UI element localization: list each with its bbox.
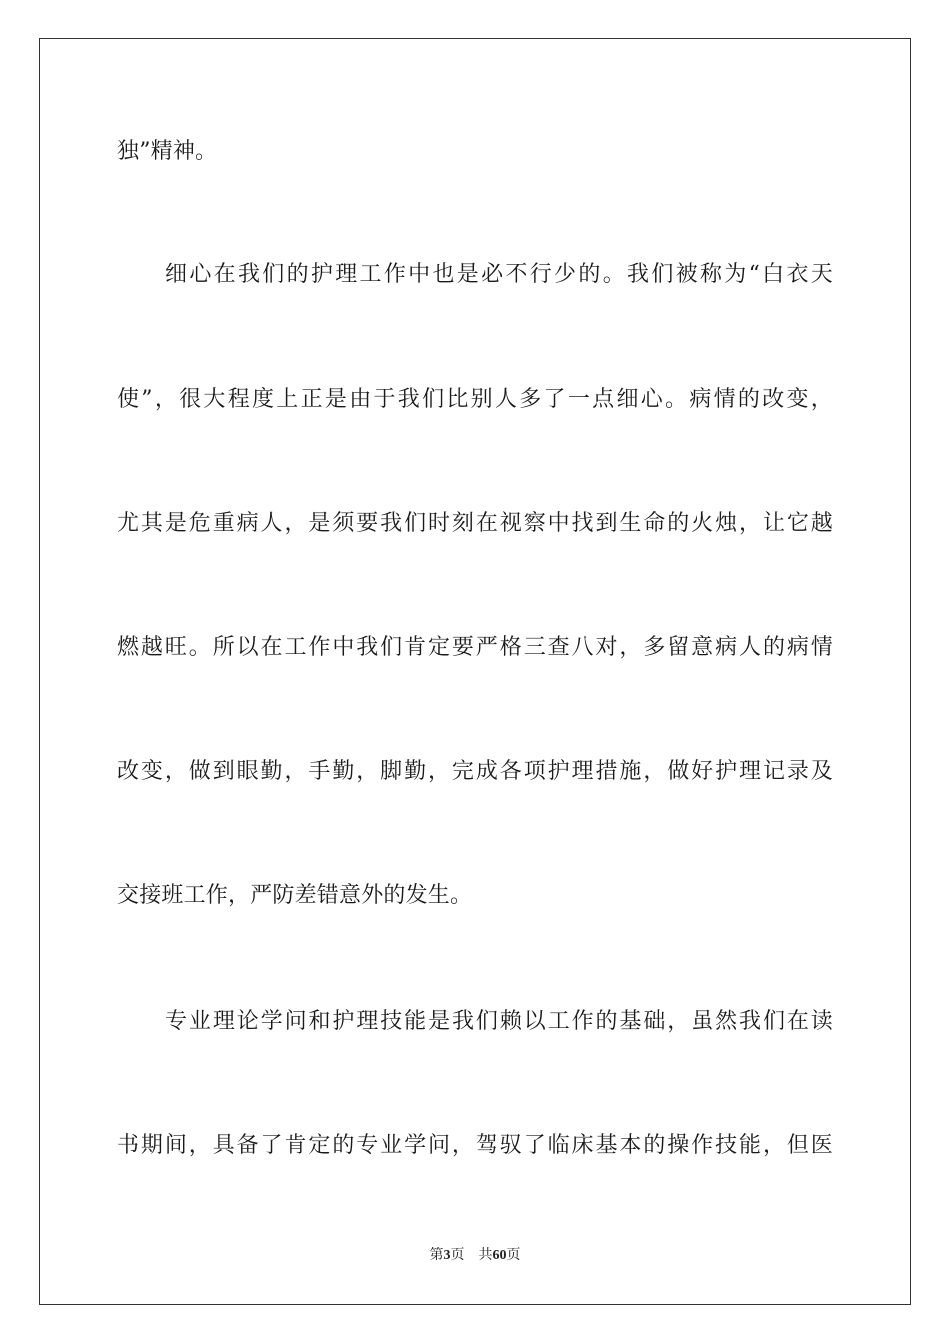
text-line: 细心在我们的护理工作中也是必不行少的。我们被称为“白衣天 bbox=[165, 262, 833, 287]
text-line: 尤其是危重病人，是须要我们时刻在视察中找到生命的火烛，让它越 bbox=[117, 511, 833, 536]
text-line: 独”精神。 bbox=[117, 139, 218, 164]
page-number: 3 bbox=[443, 1248, 451, 1263]
total-label-prefix: 共 bbox=[478, 1248, 493, 1263]
text-line: 书期间，具备了肯定的专业学问，驾驭了临床基本的操作技能，但医 bbox=[117, 1133, 833, 1158]
total-pages: 60 bbox=[492, 1248, 507, 1263]
page-label-prefix: 第 bbox=[429, 1248, 444, 1263]
text-line: 燃越旺。所以在工作中我们肯定要严格三查八对，多留意病人的病情 bbox=[117, 635, 833, 660]
page-label-suffix: 页 bbox=[450, 1248, 465, 1263]
text-line: 交接班工作，严防差错意外的发生。 bbox=[117, 883, 473, 908]
page-border bbox=[39, 38, 911, 1305]
text-line: 使”，很大程度上正是由于我们比别人多了一点细心。病情的改变， bbox=[117, 387, 833, 412]
text-line: 专业理论学问和护理技能是我们赖以工作的基础，虽然我们在读 bbox=[165, 1009, 833, 1034]
text-line: 改变，做到眼勤，手勤，脚勤，完成各项护理措施，做好护理记录及 bbox=[117, 759, 833, 784]
total-label-suffix: 页 bbox=[506, 1248, 521, 1263]
page-footer bbox=[0, 1247, 950, 1265]
